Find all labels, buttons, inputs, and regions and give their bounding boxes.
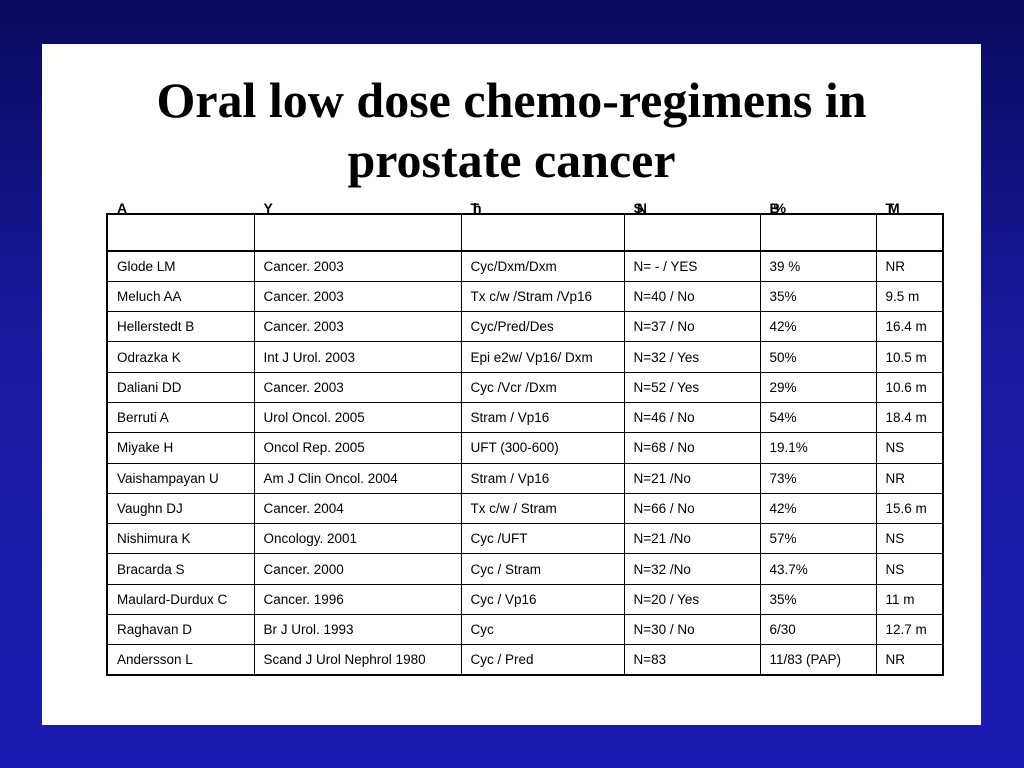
header-glyph: TM [885,200,894,216]
header-glyph: Th [470,200,476,216]
cell-regimen: Cyc/Dxm/Dxm [461,251,624,281]
cell-response: 73% [760,463,876,493]
cell-regimen: Stram / Vp16 [461,463,624,493]
cell-regimen: Tx c/w /Stram /Vp16 [461,281,624,311]
cell-journal: Cancer. 2004 [254,493,461,523]
header-cell-response [760,200,876,251]
header-cell-author [107,200,254,251]
header-glyph: Y [263,200,267,216]
cell-survival: NR [876,463,943,493]
cell-regimen: Cyc/Pred/Des [461,312,624,342]
cell-regimen: Cyc /UFT [461,524,624,554]
table-row [107,584,943,614]
cell-regimen: Cyc / Vp16 [461,584,624,614]
cell-journal: Cancer. 2003 [254,372,461,402]
cell-patients: N=21 /No [624,463,760,493]
table-row [107,342,943,372]
cell-response: 29% [760,372,876,402]
table-header-row [107,214,943,251]
cell-regimen: Epi e2w/ Vp16/ Dxm [461,342,624,372]
cell-regimen: Cyc / Stram [461,554,624,584]
cell-author: Daliani DD [107,372,254,402]
header-cell-journal [254,200,461,251]
cell-survival: 16.4 m [876,312,943,342]
table-row [107,251,943,281]
cell-patients: N=68 / No [624,433,760,463]
cell-response: 42% [760,312,876,342]
cell-author: Hellerstedt B [107,312,254,342]
cell-response: 39 % [760,251,876,281]
regimens-table [106,200,944,676]
slide-title [42,70,981,190]
cell-author: Andersson L [107,645,254,675]
cell-journal: Am J Clin Oncol. 2004 [254,463,461,493]
cell-survival: NS [876,524,943,554]
cell-response: 42% [760,493,876,523]
cell-author: Odrazka K [107,342,254,372]
cell-survival: 11 m [876,584,943,614]
table-row [107,433,943,463]
cell-journal: Int J Urol. 2003 [254,342,461,372]
cell-regimen: Cyc [461,615,624,645]
cell-journal: Br J Urol. 1993 [254,615,461,645]
header-cell-patients [624,200,760,251]
cell-patients: N=21 /No [624,524,760,554]
table-row [107,524,943,554]
table-row [107,281,943,311]
cell-survival: NS [876,554,943,584]
cell-survival: NS [876,433,943,463]
header-glyph: SN [633,200,641,216]
cell-patients: N=66 / No [624,493,760,523]
cell-survival: 12.7 m [876,615,943,645]
cell-journal: Cancer. 2003 [254,312,461,342]
cell-survival: NR [876,645,943,675]
cell-author: Vaishampayan U [107,463,254,493]
cell-journal: Oncol Rep. 2005 [254,433,461,463]
cell-author: Raghavan D [107,615,254,645]
cell-survival: NR [876,251,943,281]
cell-survival: 9.5 m [876,281,943,311]
cell-response: 11/83 (PAP) [760,645,876,675]
cell-patients: N=20 / Yes [624,584,760,614]
cell-patients: N=46 / No [624,402,760,432]
cell-patients: N=52 / Yes [624,372,760,402]
header-glyph: B% [769,200,781,216]
cell-response: 35% [760,281,876,311]
cell-response: 54% [760,402,876,432]
cell-response: 35% [760,584,876,614]
cell-author: Maulard-Durdux C [107,584,254,614]
cell-survival: 10.5 m [876,342,943,372]
slide-title-line-2: prostate cancer [347,132,676,188]
cell-survival: 15.6 m [876,493,943,523]
cell-response: 43.7% [760,554,876,584]
cell-patients: N=40 / No [624,281,760,311]
cell-author: Nishimura K [107,524,254,554]
cell-journal: Oncology. 2001 [254,524,461,554]
header-cell-regimen [461,200,624,251]
cell-journal: Cancer. 1996 [254,584,461,614]
cell-patients: N=32 /No [624,554,760,584]
cell-regimen: Stram / Vp16 [461,402,624,432]
cell-journal: Cancer. 2003 [254,281,461,311]
cell-journal: Cancer. 2000 [254,554,461,584]
cell-journal: Cancer. 2003 [254,251,461,281]
header-cell-survival [876,200,943,251]
cell-survival: 10.6 m [876,372,943,402]
cell-author: Bracarda S [107,554,254,584]
cell-patients: N=83 [624,645,760,675]
cell-regimen: Tx c/w / Stram [461,493,624,523]
table-row [107,312,943,342]
table-row [107,372,943,402]
cell-patients: N=37 / No [624,312,760,342]
cell-author: Vaughn DJ [107,493,254,523]
cell-patients: N=32 / Yes [624,342,760,372]
cell-survival: 18.4 m [876,402,943,432]
table-row [107,493,943,523]
cell-response: 57% [760,524,876,554]
cell-author: Berruti A [107,402,254,432]
cell-author: Meluch AA [107,281,254,311]
cell-regimen: Cyc / Pred [461,645,624,675]
table-row [107,402,943,432]
cell-response: 19.1% [760,433,876,463]
table-row [107,463,943,493]
cell-patients: N= - / YES [624,251,760,281]
cell-patients: N=30 / No [624,615,760,645]
cell-response: 6/30 [760,615,876,645]
cell-journal: Urol Oncol. 2005 [254,402,461,432]
table-row [107,554,943,584]
cell-regimen: Cyc /Vcr /Dxm [461,372,624,402]
table-row [107,615,943,645]
cell-regimen: UFT (300-600) [461,433,624,463]
cell-author: Glode LM [107,251,254,281]
table-row [107,645,943,675]
cell-response: 50% [760,342,876,372]
cell-author: Miyake H [107,433,254,463]
cell-journal: Scand J Urol Nephrol 1980 [254,645,461,675]
slide-title-line-1: Oral low dose chemo-regimens in [156,72,867,128]
header-glyph: A [117,200,122,216]
